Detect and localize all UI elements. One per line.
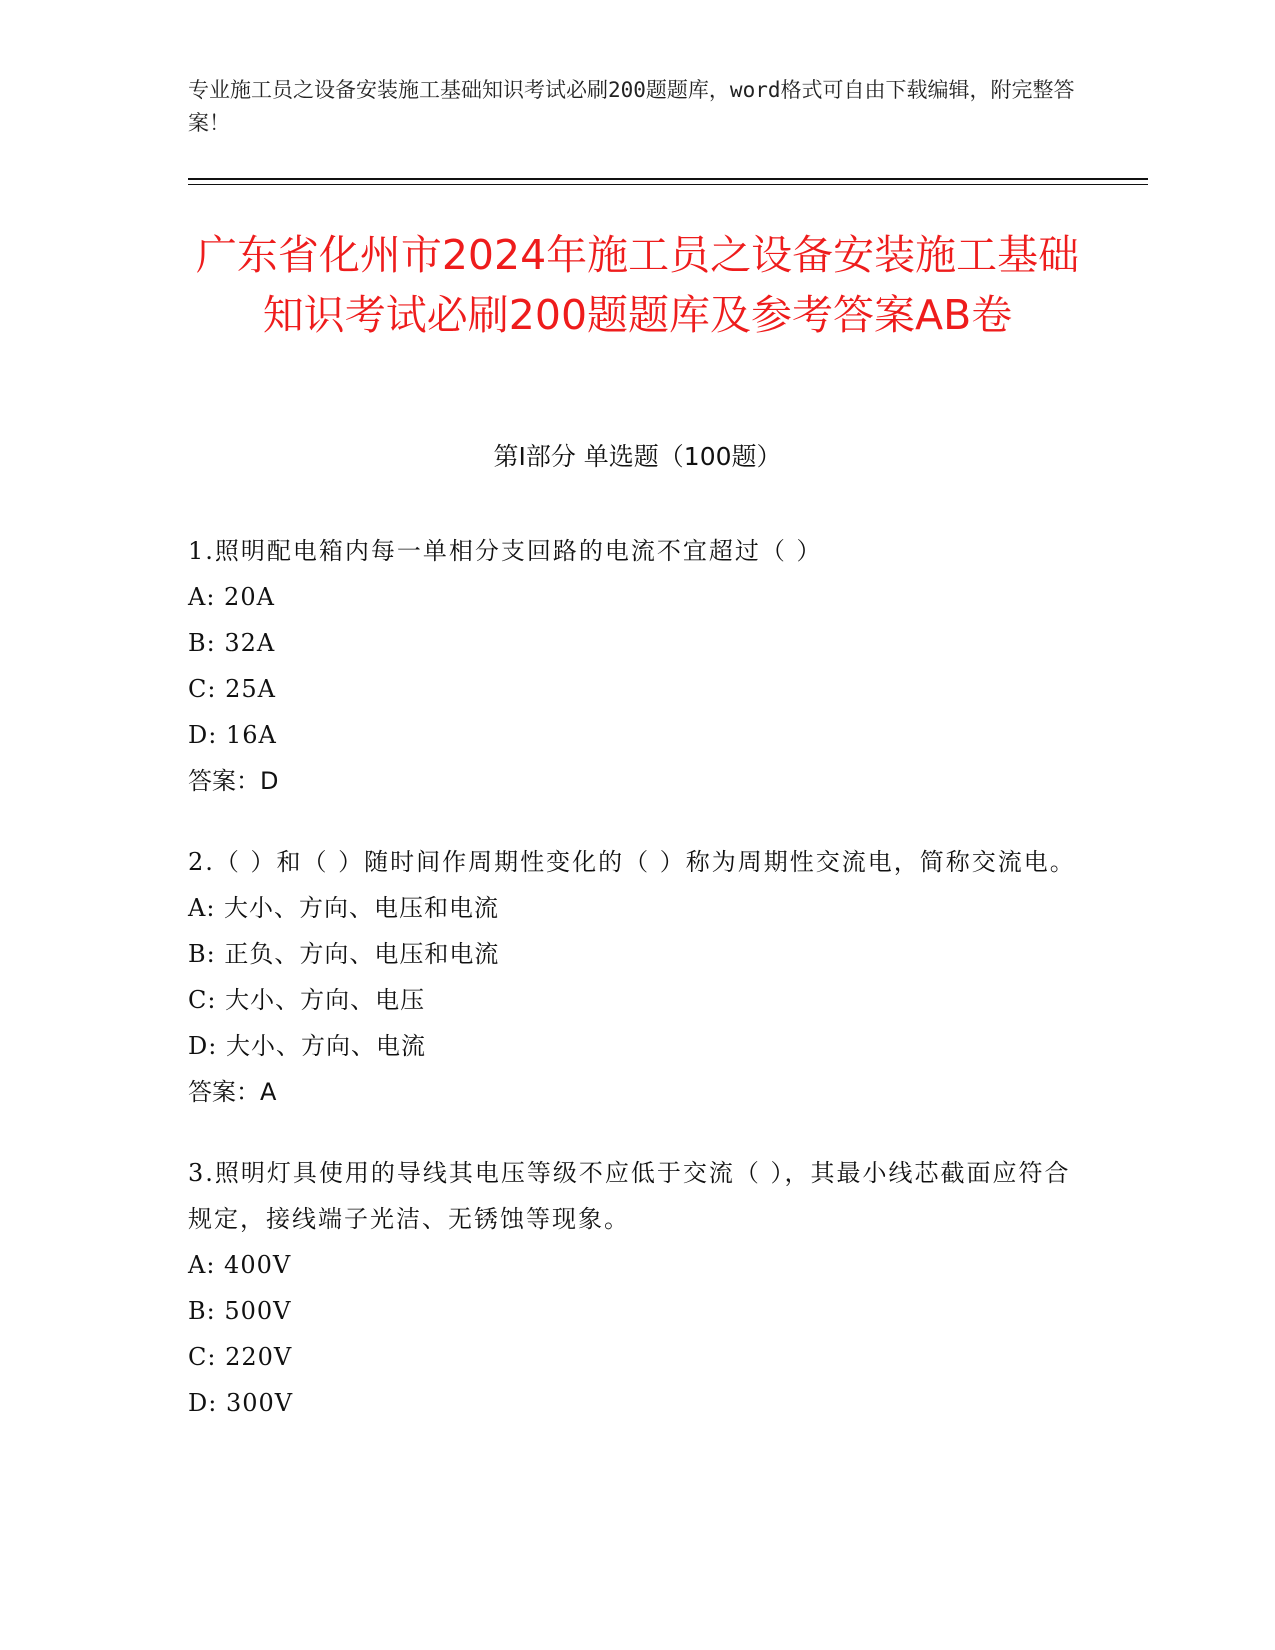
answer: 答案：D: [188, 767, 279, 795]
question-3: [188, 1150, 1088, 1426]
option-a: A: 20A: [188, 583, 275, 611]
option-d: D: 16A: [188, 721, 277, 749]
question-list: [188, 528, 1088, 1461]
question-stem: 2.（ ）和（ ）随时间作周期性变化的（ ）称为周期性交流电，简称交流电。: [188, 848, 1076, 876]
option-b: B: 500V: [188, 1297, 292, 1325]
option-d: D: 大小、方向、电流: [188, 1032, 426, 1060]
answer: 答案：A: [188, 1078, 277, 1106]
document-header-note: 专业施工员之设备安装施工基础知识考试必刷200题题库，word格式可自由下载编辑，附完整答案！: [188, 78, 1075, 135]
option-c: C: 25A: [188, 675, 276, 703]
option-c: C: 220V: [188, 1343, 293, 1371]
header-divider-thin: [188, 184, 1148, 185]
document-title: 广东省化州市2024年施工员之设备安装施工基础知识考试必刷200题题库及参考答案AB卷: [195, 231, 1080, 339]
question-2: [188, 839, 1088, 1115]
option-b: B: 32A: [188, 629, 276, 657]
question-stem: 3.照明灯具使用的导线其电压等级不应低于交流（ ），其最小线芯截面应符合规定，接线端子光洁、无锈蚀等现象。: [188, 1159, 1071, 1233]
question-1: [188, 528, 1088, 804]
option-d: D: 300V: [188, 1389, 294, 1417]
option-a: A: 大小、方向、电压和电流: [188, 894, 500, 922]
section-heading: 第Ⅰ部分 单选题（100题）: [493, 442, 782, 471]
option-c: C: 大小、方向、电压: [188, 986, 426, 1014]
question-stem: 1.照明配电箱内每一单相分支回路的电流不宜超过（ ）: [188, 537, 823, 565]
option-b: B: 正负、方向、电压和电流: [188, 940, 500, 968]
header-divider-thick: [188, 178, 1148, 180]
option-a: A: 400V: [188, 1251, 292, 1279]
